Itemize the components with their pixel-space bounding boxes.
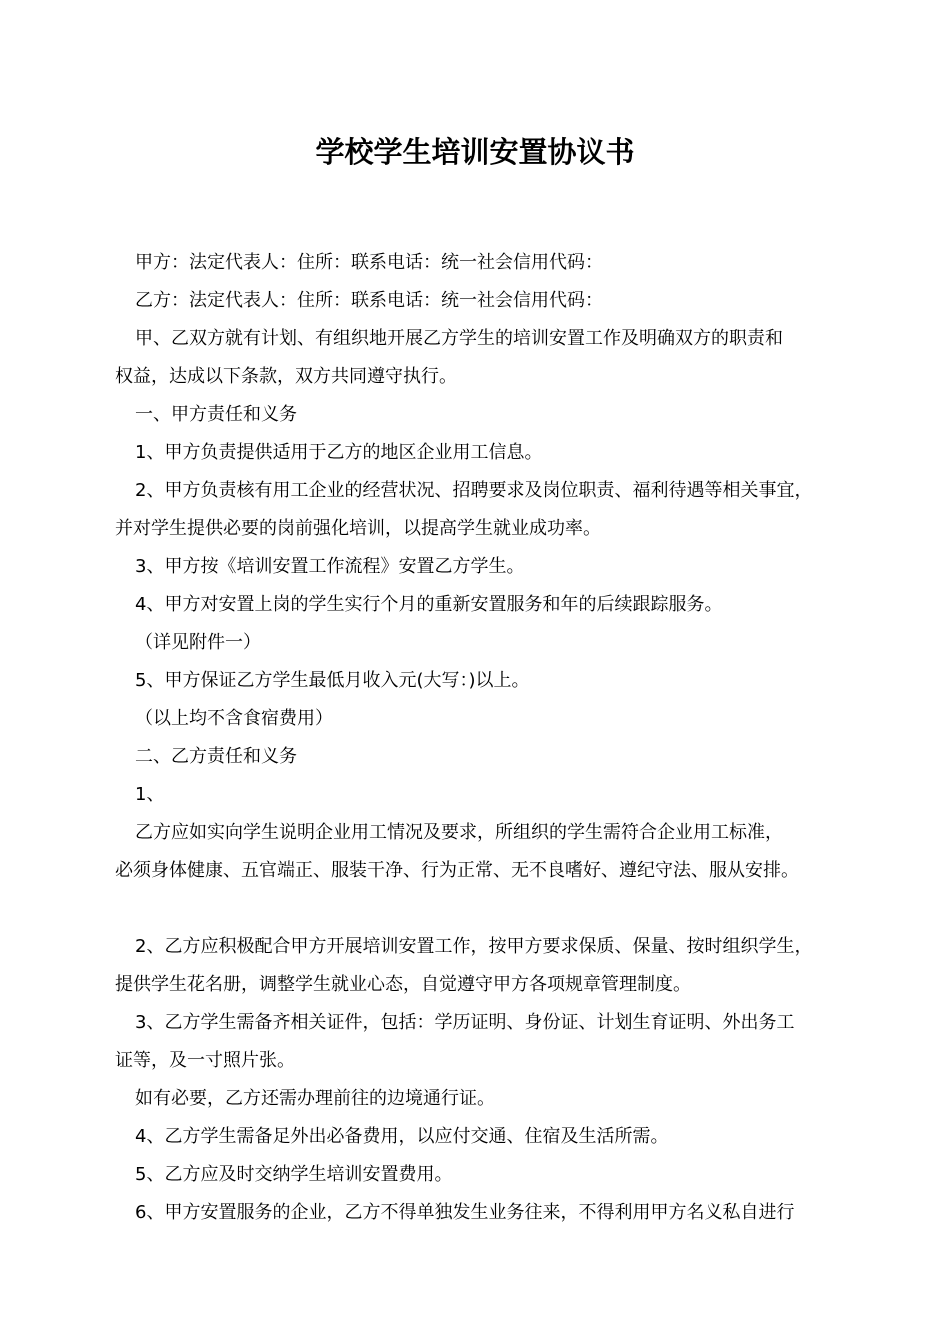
clause-b1-number: 1、	[135, 784, 165, 805]
clause-b2-line-2: 提供学生花名册，调整学生就业心态，自觉遵守甲方各项规章管理制度。	[115, 974, 691, 995]
clause-a2-line-1: 2、甲方负责核有用工企业的经营状况、招聘要求及岗位职责、福利待遇等相关事宜，	[135, 480, 813, 501]
clause-b3-line-2: 证等，及一寸照片张。	[115, 1050, 295, 1071]
preamble-line-1: 甲、乙双方就有计划、有组织地开展乙方学生的培训安置工作及明确双方的职责和	[135, 328, 783, 349]
clause-b5: 5、乙方应及时交纳学生培训安置费用。	[135, 1164, 453, 1185]
paragraph-gap	[115, 890, 850, 928]
clause-a2-line-2: 并对学生提供必要的岗前强化培训，以提高学生就业成功率。	[115, 518, 601, 539]
section-heading-party-a: 一、甲方责任和义务	[135, 404, 297, 425]
section-heading-party-b: 二、乙方责任和义务	[135, 746, 297, 767]
document-body	[115, 244, 850, 1232]
party-b-line: 乙方：法定代表人：住所：联系电话：统一社会信用代码：	[135, 290, 603, 311]
clause-a3: 3、甲方按《培训安置工作流程》安置乙方学生。	[135, 556, 525, 577]
clause-b1-line-1: 乙方应如实向学生说明企业用工情况及要求，所组织的学生需符合企业用工标准，	[135, 822, 783, 843]
clause-b2-line-1: 2、乙方应积极配合甲方开展培训安置工作，按甲方要求保质、保量、按时组织学生，	[135, 936, 813, 957]
party-a-line: 甲方：法定代表人：住所：联系电话：统一社会信用代码：	[135, 252, 603, 273]
clause-b4: 4、乙方学生需备足外出必备费用，以应付交通、住宿及生活所需。	[135, 1126, 669, 1147]
clause-a5-note: （以上均不含食宿费用）	[135, 708, 333, 729]
clause-b6-line-1: 6、甲方安置服务的企业，乙方不得单独发生业务往来，不得利用甲方名义私自进行	[135, 1202, 795, 1223]
clause-a1: 1、甲方负责提供适用于乙方的地区企业用工信息。	[135, 442, 543, 463]
clause-a5: 5、甲方保证乙方学生最低月收入元(大写：)以上。	[135, 670, 530, 691]
clause-a4: 4、甲方对安置上岗的学生实行个月的重新安置服务和年的后续跟踪服务。	[135, 594, 723, 615]
clause-b3-note: 如有必要，乙方还需办理前往的边境通行证。	[135, 1088, 495, 1109]
clause-b1-line-2: 必须身体健康、五官端正、服装干净、行为正常、无不良嗜好、遵纪守法、服从安排。	[115, 860, 799, 881]
clause-a4-note: （详见附件一）	[135, 632, 261, 653]
document-title: 学校学生培训安置协议书	[315, 135, 635, 169]
clause-b3-line-1: 3、乙方学生需备齐相关证件，包括：学历证明、身份证、计划生育证明、外出务工	[135, 1012, 795, 1033]
preamble-line-2: 权益，达成以下条款，双方共同遵守执行。	[115, 366, 457, 387]
